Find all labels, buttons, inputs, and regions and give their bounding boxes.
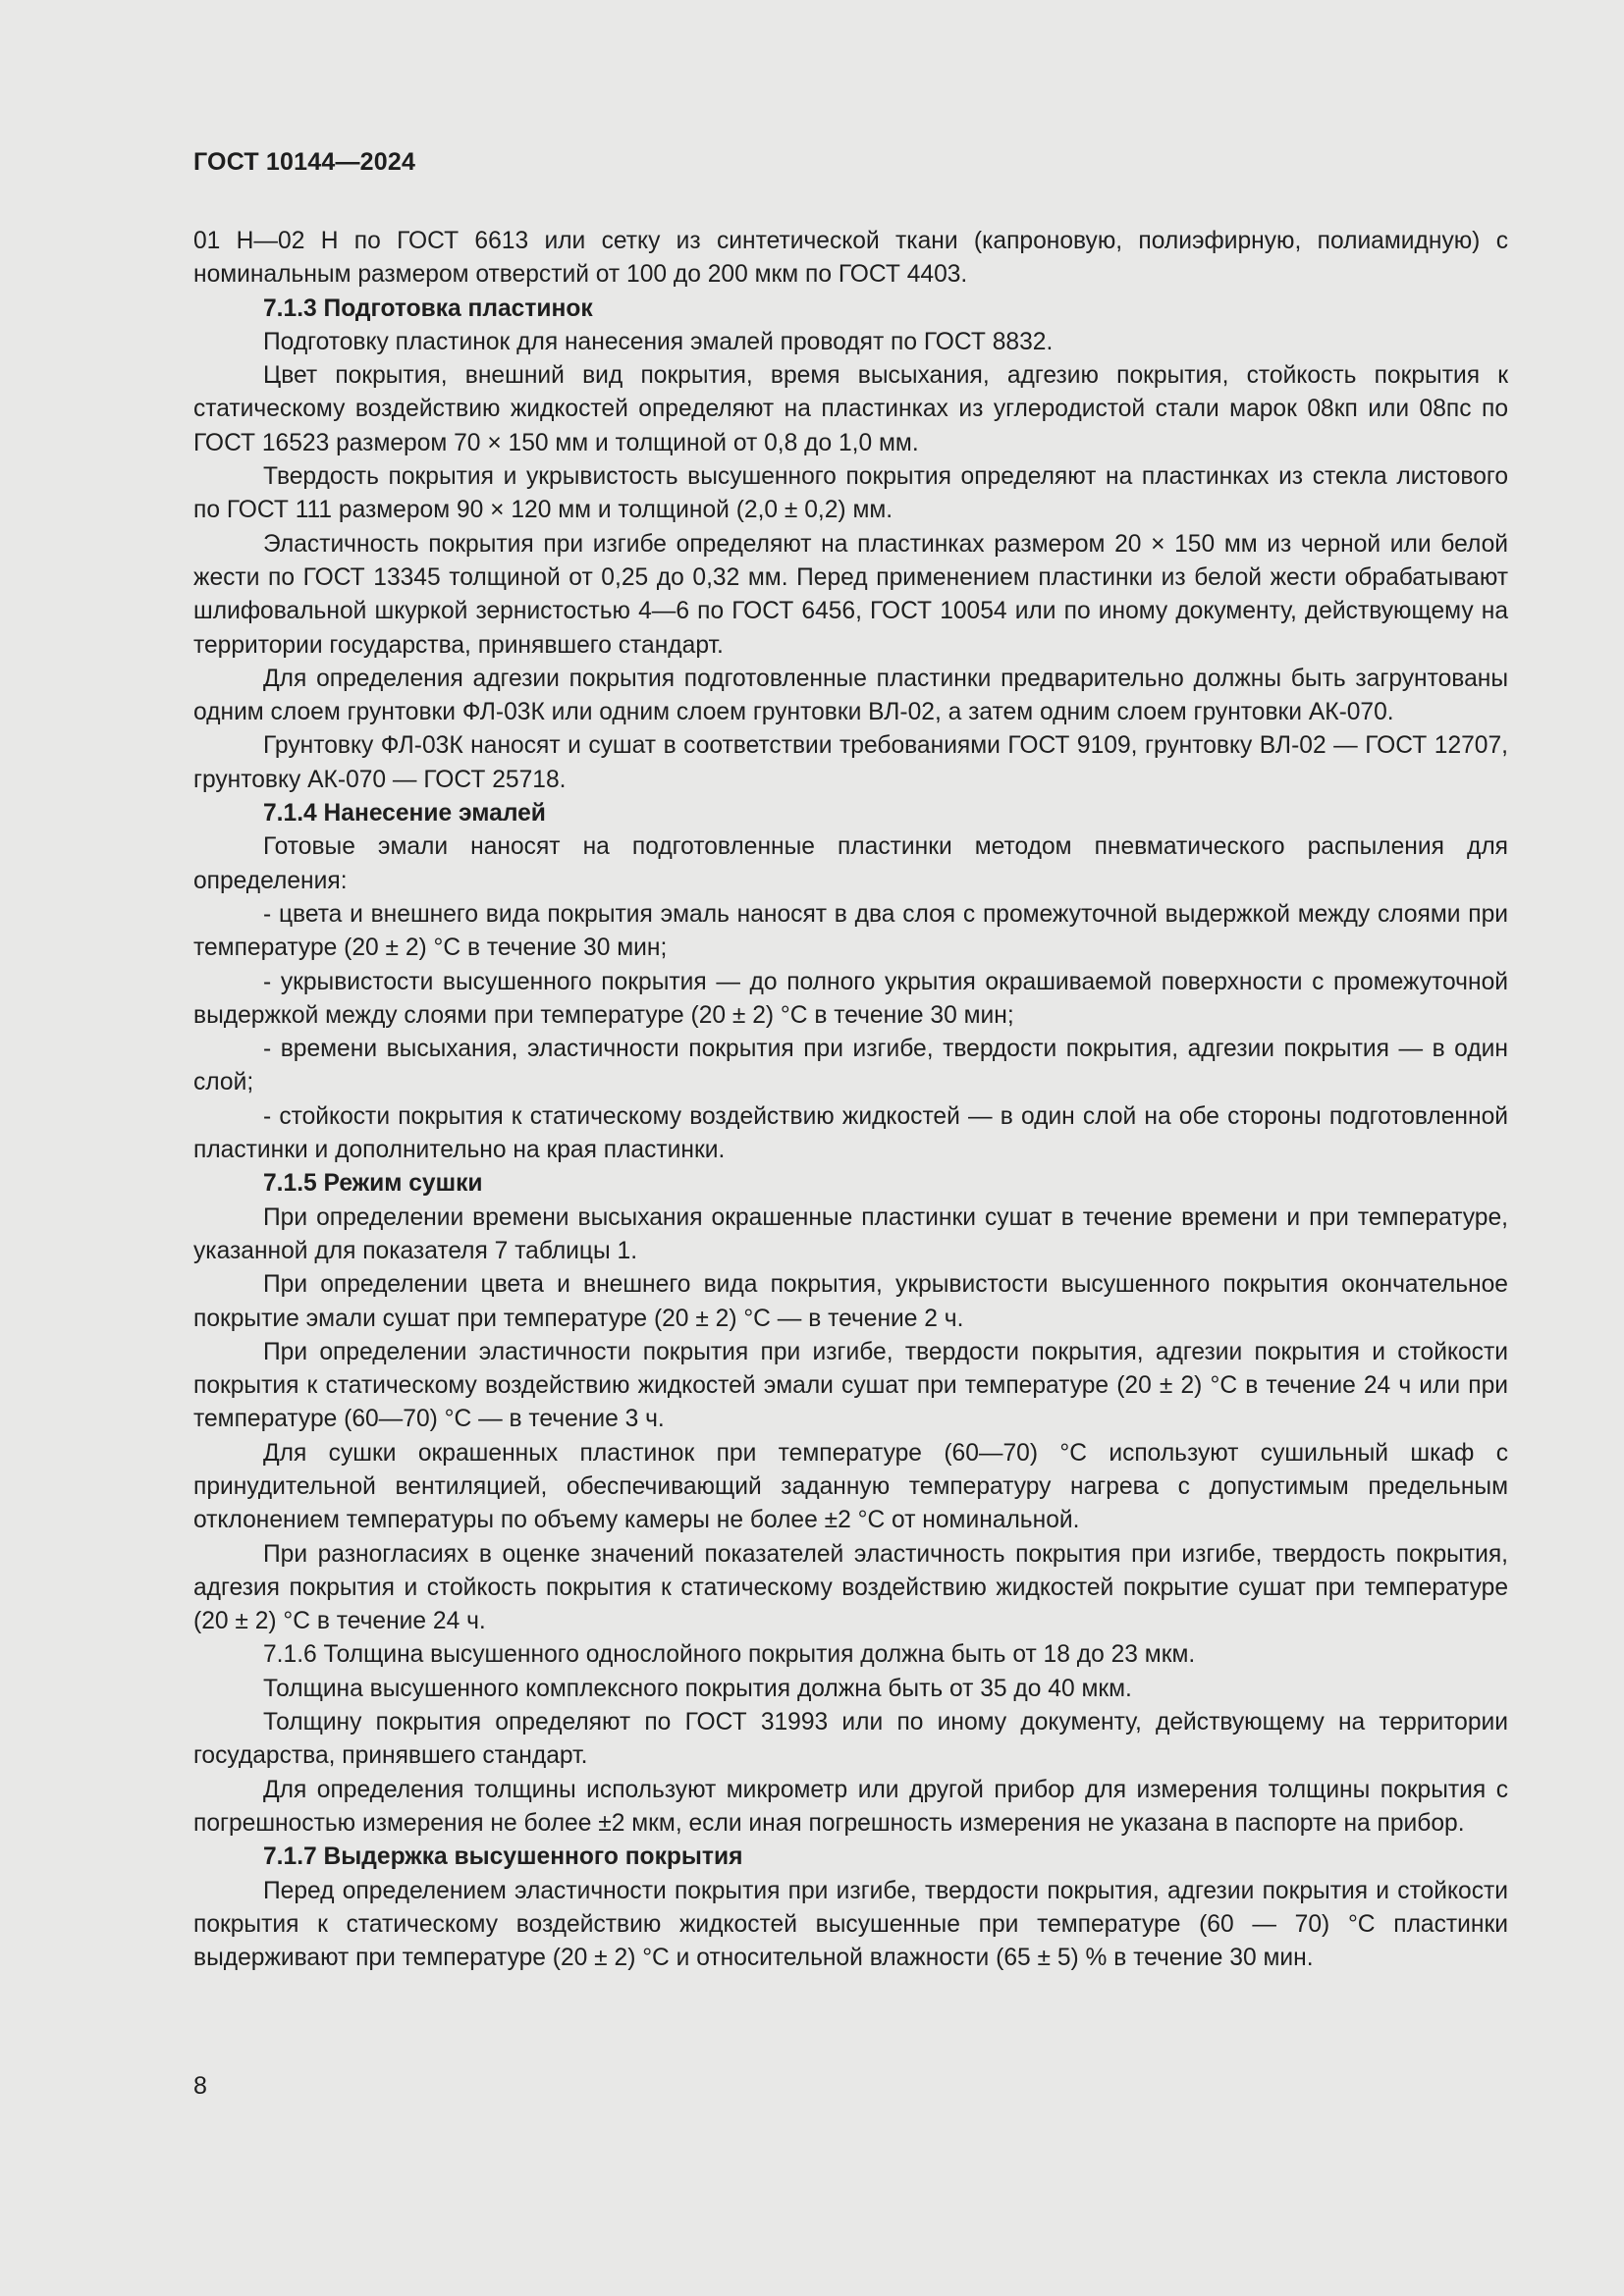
list-item: - укрывистости высушенного покрытия — до полного укрытия окрашиваемой поверхности с промежуточной выдержкой между слоями при температуре (20 ± 2) °С в течение 30 мин; <box>193 968 1508 1029</box>
paragraph: Для сушки окрашенных пластинок при температуре (60—70) °С используют сушильный шкаф с принудительной вентиляцией, обеспечивающий заданную температуру нагрева с допустимым предельным отклонением температуры по объему камеры не более ±2 °С от номинальной. <box>193 1439 1508 1534</box>
paragraph: При определении эластичности покрытия при изгибе, твердости покрытия, адгезии покрытия и стойкости покрытия к статическому воздействию жидкостей эмали сушат при температуре (20 ± 2) °С в течение 24 ч или при температуре (60—70) °С — в течение 3 ч. <box>193 1338 1508 1433</box>
paragraph: Грунтовку ФЛ-03К наносят и сушат в соответствии требованиями ГОСТ 9109, грунтовку ВЛ-02 — ГОСТ 12707, грунтовку АК-070 — ГОСТ 25718. <box>193 732 1508 793</box>
paragraph: При разногласиях в оценке значений показателей эластичность покрытия при изгибе, твердость покрытия, адгезия покрытия и стойкость покрытия к статическому воздействию жидкостей покрытие сушат при температуре (20 ± 2) °С в течение 24 ч. <box>193 1540 1508 1635</box>
list-item: - времени высыхания, эластичности покрытия при изгибе, твердости покрытия, адгезии покрытия — в один слой; <box>193 1036 1508 1096</box>
paragraph: Эластичность покрытия при изгибе определяют на пластинках размером 20 × 150 мм из черной или белой жести по ГОСТ 13345 толщиной от 0,25 до 0,32 мм. Перед применением пластинки из белой жести обрабатывают шлифовальной шкуркой зернистостью 4—6 по ГОСТ 6456, ГОСТ 10054 или по иному документу, действующему на территории государства, принявшего стандарт. <box>193 530 1508 659</box>
paragraph: Толщину покрытия определяют по ГОСТ 31993 или по иному документу, действующему на территории государства, принявшего стандарт. <box>193 1709 1508 1770</box>
paragraph: Твердость покрытия и укрывистость высушенного покрытия определяют на пластинках из стекла листового по ГОСТ 111 размером 90 × 120 мм и толщиной (2,0 ± 0,2) мм. <box>193 463 1508 524</box>
list-item: - цвета и внешнего вида покрытия эмаль наносят в два слоя с промежуточной выдержкой между слоями при температуре (20 ± 2) °С в течение 30 мин; <box>193 900 1508 962</box>
document-page <box>193 0 1508 2296</box>
paragraph: Для определения адгезии покрытия подготовленные пластинки предварительно должны быть загрунтованы одним слоем грунтовки ФЛ-03К или одним слоем грунтовки ВЛ-02, а затем одним слоем грунтовки АК-070. <box>193 665 1508 726</box>
document-body <box>193 225 1508 1975</box>
list-item: - стойкости покрытия к статическому воздействию жидкостей — в один слой на обе стороны подготовленной пластинки и дополнительно на края пластинки. <box>193 1102 1508 1164</box>
page-number: 8 <box>193 2072 207 2100</box>
paragraph: Для определения толщины используют микрометр или другой прибор для измерения толщины покрытия с погрешностью измерения не более ±2 мкм, если иная погрешность измерения не указана в паспорте на прибор. <box>193 1776 1508 1837</box>
section-heading-7-1-4: 7.1.4 Нанесение эмалей <box>263 800 546 828</box>
paragraph-continuation: 01 Н—02 Н по ГОСТ 6613 или сетку из синтетической ткани (капроновую, полиэфирную, полиамидную) с номинальным размером отверстий от 100 до 200 мкм по ГОСТ 4403. <box>193 228 1508 289</box>
paragraph: Цвет покрытия, внешний вид покрытия, время высыхания, адгезию покрытия, стойкость покрытия к статическому воздействию жидкостей определяют на пластинках из углеродистой стали марок 08кп или 08пс по ГОСТ 16523 размером 70 × 150 мм и толщиной от 0,8 до 1,0 мм. <box>193 362 1508 456</box>
section-heading-7-1-7: 7.1.7 Выдержка высушенного покрытия <box>263 1843 743 1871</box>
paragraph: Толщина высушенного комплексного покрытия должна быть от 35 до 40 мкм. <box>263 1675 1132 1702</box>
document-code-header: ГОСТ 10144—2024 <box>193 148 416 176</box>
paragraph: Подготовку пластинок для нанесения эмалей проводят по ГОСТ 8832. <box>263 328 1054 355</box>
paragraph: При определении времени высыхания окрашенные пластинки сушат в течение времени и при температуре, указанной для показателя 7 таблицы 1. <box>193 1203 1508 1264</box>
section-7-1-6: 7.1.6 Толщина высушенного однослойного покрытия должна быть от 18 до 23 мкм. <box>263 1641 1196 1669</box>
section-heading-7-1-5: 7.1.5 Режим сушки <box>263 1170 483 1198</box>
section-heading-7-1-3: 7.1.3 Подготовка пластинок <box>263 294 593 322</box>
paragraph: Готовые эмали наносят на подготовленные пластинки методом пневматического распыления для определения: <box>193 833 1508 894</box>
paragraph: При определении цвета и внешнего вида покрытия, укрывистости высушенного покрытия окончательное покрытие эмали сушат при температуре (20 ± 2) °С — в течение 2 ч. <box>193 1271 1508 1332</box>
paragraph: Перед определением эластичности покрытия при изгибе, твердости покрытия, адгезии покрытия и стойкости покрытия к статическому воздействию жидкостей высушенные при температуре (60 — 70) °С пластинки выдерживают при температуре (20 ± 2) °С и относительной влажности (65 ± 5) % в течение 30 мин. <box>193 1877 1508 1972</box>
